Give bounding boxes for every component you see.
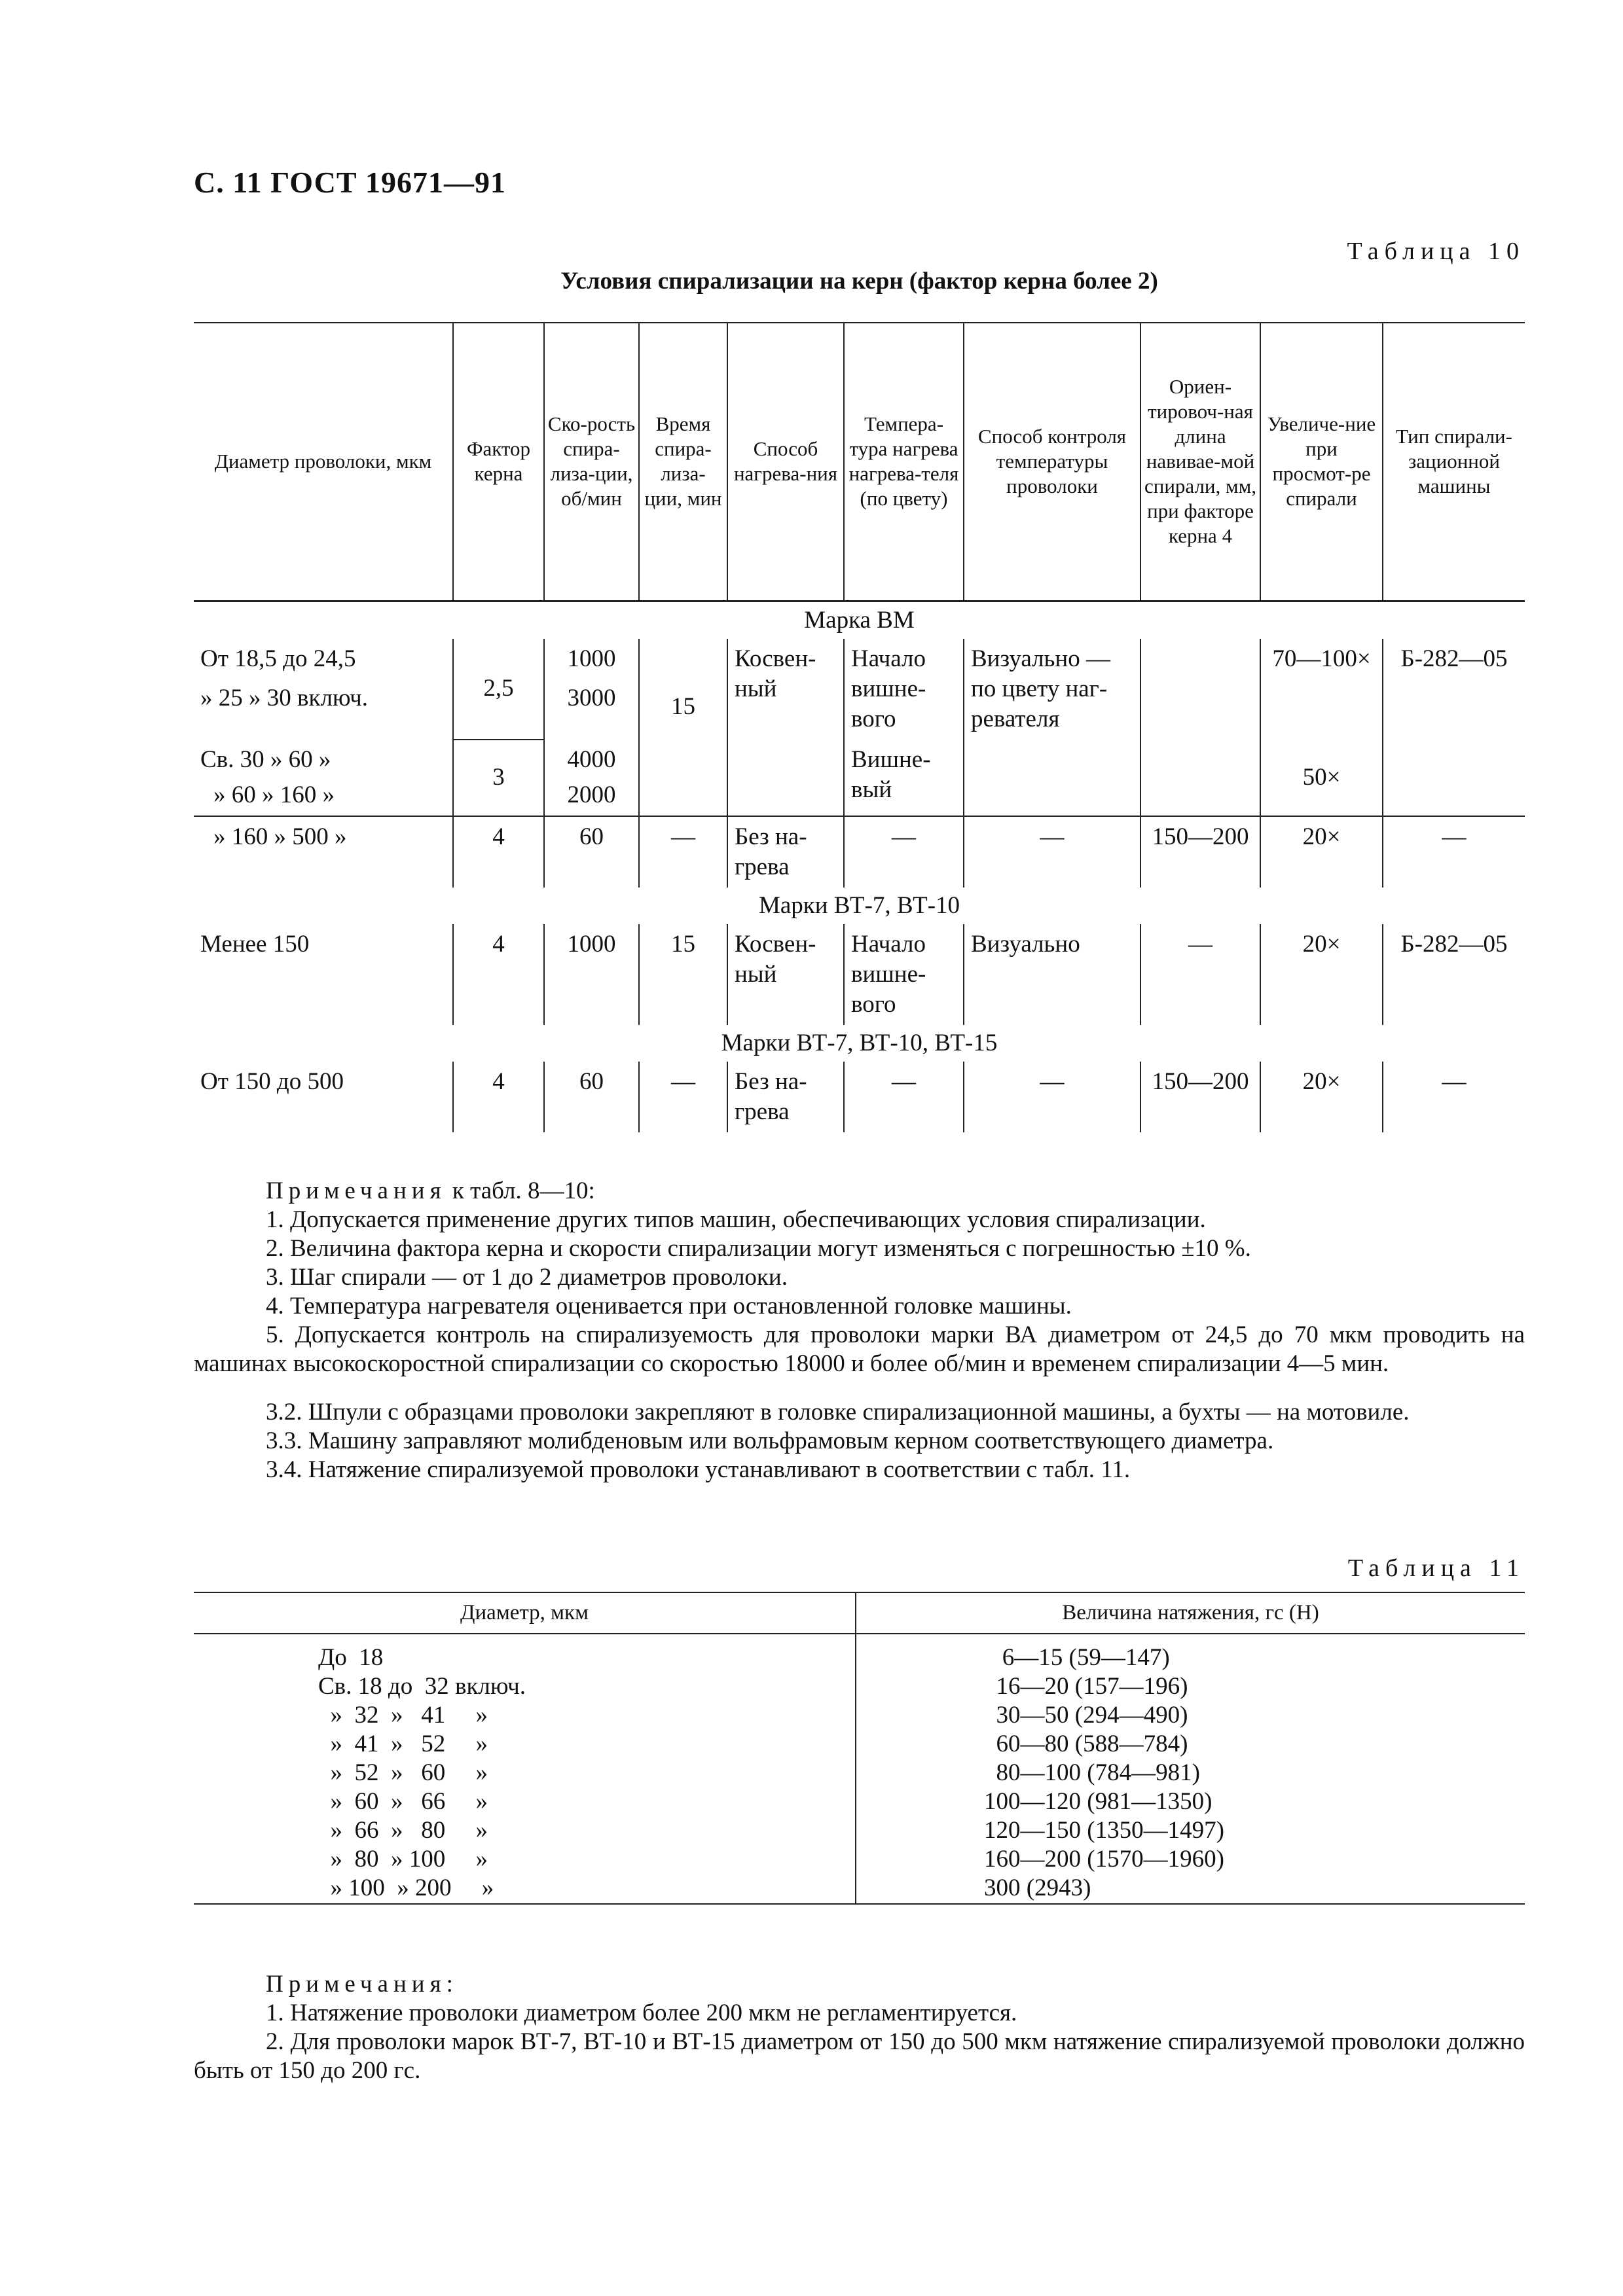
table-cell: 50× xyxy=(1260,740,1383,816)
table-cell: Вишне-вый xyxy=(844,740,964,816)
list-item: 100—120 (981—1350) xyxy=(984,1788,1213,1815)
table-cell: — xyxy=(639,1062,727,1132)
table-cell: Визуально xyxy=(964,924,1140,1025)
table-cell: — xyxy=(964,816,1140,888)
table-cell: — xyxy=(1383,816,1525,888)
col-heating-method: Способ нагрева-ния xyxy=(727,323,844,601)
table-cell: 2000 xyxy=(544,775,639,816)
table-cell: 2,5 xyxy=(453,639,544,740)
table-cell: 70—100× xyxy=(1260,639,1383,740)
col-core-factor: Фактор керна xyxy=(453,323,544,601)
table-cell: » 160 » 500 » xyxy=(213,823,347,850)
col-speed: Ско-рость спира-лиза-ции, об/мин xyxy=(544,323,639,601)
table-cell xyxy=(964,740,1140,816)
table-cell: 4000 xyxy=(544,740,639,775)
table-cell: Св. 30 » 60 » xyxy=(200,745,331,773)
col-tension: Величина натяжения, гс (Н) xyxy=(856,1592,1525,1634)
table-cell: 4 xyxy=(453,924,544,1025)
paragraph: 3.4. Натяжение спирализуемой проволоки устанавливают в соответствии с табл. 11. xyxy=(266,1456,1131,1483)
table-cell: От 150 до 500 xyxy=(200,1067,344,1095)
notes-title: Примечания: xyxy=(266,1971,458,1998)
table-cell: Б-282—05 xyxy=(1383,639,1525,816)
note-item: 2. Величина фактора керна и скорости спирализации могут изменяться с погрешностью ±10 %. xyxy=(266,1235,1251,1262)
list-item: 120—150 (1350—1497) xyxy=(984,1817,1224,1844)
notes-title-suffix: к табл. 8—10: xyxy=(446,1177,595,1204)
table-cell: 3000 xyxy=(544,678,639,740)
table-cell: 1000 xyxy=(544,924,639,1025)
table10 xyxy=(194,322,1525,1132)
table11-caption: Таблица 11 xyxy=(1347,1554,1525,1582)
table-cell: 20× xyxy=(1260,924,1383,1025)
list-item: 160—200 (1570—1960) xyxy=(984,1846,1224,1873)
note-item: 1. Допускается применение других типов машин, обеспечивающих условия спирализации. xyxy=(266,1206,1206,1233)
col-temp-control: Способ контроля температуры проволоки xyxy=(964,323,1140,601)
note-item: 3. Шаг спирали — от 1 до 2 диаметров проволоки. xyxy=(266,1264,788,1291)
list-item: » 52 » 60 » xyxy=(318,1759,488,1786)
table-cell: 60 xyxy=(544,816,639,888)
table-cell: Косвен-ный xyxy=(727,639,844,816)
table-cell: » 60 » 160 » xyxy=(213,781,335,808)
table-cell: Косвен-ный xyxy=(727,924,844,1025)
note-item: 5. Допускается контроль на спирализуемость для проволоки марки ВА диаметром от 24,5 до 70 мкм проводить на машинах высокоскоростной спирализации со скоростью 18000 и более об/мин и временем спирализации 4—5 мин. xyxy=(194,1321,1525,1377)
table-cell: — xyxy=(844,816,964,888)
table-cell: Без на-грева xyxy=(727,816,844,888)
notes-table10 xyxy=(194,1177,1525,1484)
list-item: » 100 » 200 » xyxy=(318,1874,494,1901)
list-item: Св. 18 до 32 включ. xyxy=(318,1673,526,1700)
table-cell: 150—200 xyxy=(1140,1062,1260,1132)
col-diameter: Диаметр, мкм xyxy=(194,1592,856,1634)
col-length: Ориен-тировоч-ная длина навивае-мой спирали, мм, при факторе керна 4 xyxy=(1140,323,1260,601)
list-item: 80—100 (784—981) xyxy=(984,1759,1200,1786)
table-cell: — xyxy=(1383,1062,1525,1132)
tension-list xyxy=(856,1634,1525,1904)
table-cell: 20× xyxy=(1260,1062,1383,1132)
paragraph: 3.3. Машину заправляют молибденовым или вольфрамовым керном соответствующего диаметра. xyxy=(266,1427,1274,1454)
table-cell: — xyxy=(1140,924,1260,1025)
list-item: » 32 » 41 » xyxy=(318,1702,488,1729)
table-cell: 150—200 xyxy=(1140,816,1260,888)
table-cell: 4 xyxy=(453,1062,544,1132)
note-item: 4. Температура нагревателя оценивается при остановленной головке машины. xyxy=(266,1293,1072,1319)
table10-caption: Таблица 10 xyxy=(1347,238,1525,265)
col-heater-temp: Темпера-тура нагрева нагрева-теля (по цвету) xyxy=(844,323,964,601)
page-header: С. 11 ГОСТ 19671—91 xyxy=(194,166,507,199)
col-time: Время спира-лиза-ции, мин xyxy=(639,323,727,601)
table-cell: 4 xyxy=(453,816,544,888)
diameter-list xyxy=(194,1634,856,1904)
note-item: 1. Натяжение проволоки диаметром более 200 мкм не регламентируется. xyxy=(266,2000,1017,2026)
table-cell: 3 xyxy=(453,740,544,816)
note-item: 2. Для проволоки марок ВТ-7, ВТ-10 и ВТ-15 диаметром от 150 до 500 мкм натяжение спирализуемой проволоки должно быть от 150 до 200 гс. xyxy=(194,2028,1525,2084)
table-cell: 15 xyxy=(639,924,727,1025)
table-cell: Начало вишне-вого xyxy=(844,639,964,740)
table-cell: Визуально — по цвету наг-ревателя xyxy=(964,639,1140,740)
section-bt2: Марки ВТ-7, ВТ-10, ВТ-15 xyxy=(721,1029,998,1056)
table-cell: — xyxy=(639,816,727,888)
table-cell: 20× xyxy=(1260,816,1383,888)
notes-title: Примечания xyxy=(266,1177,447,1204)
table-cell: — xyxy=(964,1062,1140,1132)
list-item: » 60 » 66 » xyxy=(318,1788,488,1815)
table-cell: 1000 xyxy=(544,639,639,678)
table11 xyxy=(194,1592,1525,1905)
col-machine-type: Тип спирали-зационной машины xyxy=(1383,323,1525,601)
list-item: 6—15 (59—147) xyxy=(984,1644,1170,1671)
table10-title: Условия спирализации на керн (фактор керна более 2) xyxy=(560,268,1158,295)
list-item: » 66 » 80 » xyxy=(318,1817,488,1844)
list-item: 30—50 (294—490) xyxy=(984,1702,1188,1729)
table-cell: Менее 150 xyxy=(200,930,310,958)
table-cell: — xyxy=(844,1062,964,1132)
list-item: » 41 » 52 » xyxy=(318,1731,488,1757)
paragraph: 3.2. Шпули с образцами проволоки закрепляют в головке спирализационной машины, а бухты — на мотовиле. xyxy=(266,1399,1410,1426)
table-cell: Без на-грева xyxy=(727,1062,844,1132)
list-item: 16—20 (157—196) xyxy=(984,1673,1188,1700)
col-magnification: Увеличе-ние при просмот-ре спирали xyxy=(1260,323,1383,601)
table-cell: Начало вишне-вого xyxy=(844,924,964,1025)
section-vm: Марка ВМ xyxy=(804,606,915,634)
table-cell: Б-282—05 xyxy=(1383,924,1525,1025)
list-item: 60—80 (588—784) xyxy=(984,1731,1188,1757)
notes-table11 xyxy=(194,1970,1525,2085)
table-cell: » 25 » 30 включ. xyxy=(200,684,369,711)
table-cell xyxy=(1140,639,1260,816)
col-diameter: Диаметр проволоки, мкм xyxy=(214,450,432,473)
table-cell: 15 xyxy=(639,639,727,816)
list-item: 300 (2943) xyxy=(984,1874,1091,1901)
table-cell: От 18,5 до 24,5 xyxy=(200,645,356,672)
section-bt1: Марки ВТ-7, ВТ-10 xyxy=(758,891,960,919)
table-cell: 60 xyxy=(544,1062,639,1132)
list-item: До 18 xyxy=(318,1644,384,1671)
list-item: » 80 » 100 » xyxy=(318,1846,488,1873)
